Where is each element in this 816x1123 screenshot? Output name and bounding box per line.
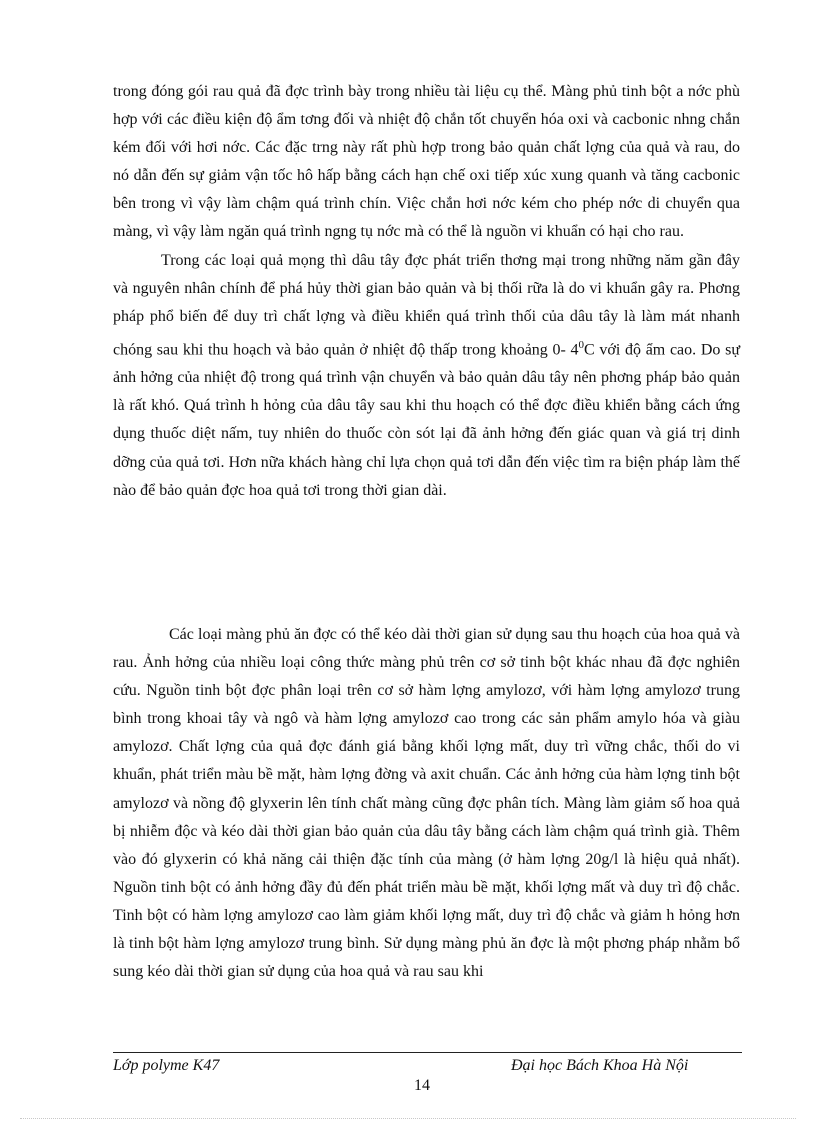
body-text-upper [113, 78, 740, 505]
body-text-lower [113, 621, 740, 986]
footer-divider [113, 1052, 742, 1053]
paragraph-membrane-properties: trong đóng gói rau quả đã đợc trình bày trong nhiều tài liệu cụ thể. Màng phủ tinh bột a nớc phù hợp với các điều kiện độ ẩm tơng đối và nhiệt độ chắn tốt chuyển hóa oxi và cacbonic nhng chắn kém đối với hơi nớc. Các đặc trng này rất phù hợp trong bảo quản chất lợng của quả và rau, do nó dẫn đến sự giảm vận tốc hô hấp bằng cách hạn chế oxi tiếp xúc xung quanh và tăng cacbonic bên trong vì vậy làm chậm quá trình chín. Việc chắn hơi nớc kém cho phép nớc di chuyển qua màng, vì vậy làm ngăn quá trình ngng tụ nớc mà có thể là nguồn vi khuẩn có hại cho rau. [113, 83, 740, 241]
paragraph-strawberry [113, 247, 740, 505]
degree-superscript: 0 [578, 338, 585, 351]
page-bottom-edge [20, 1118, 796, 1119]
page-number: 14 [414, 1077, 430, 1094]
paragraph-strawberry-part1: Trong các loại quả mọng thì dâu tây đợc phát triển thơng mại trong những năm gần đây và nguyên nhân chính để phá hủy thời gian bảo quản và bị thối rữa là do vi khuẩn gây ra. Phơng pháp phổ biến để duy trì chất lợng và điều khiển quá trình thối của dâu tây là làm mát nhanh chóng sau khi thu hoạch và bảo quản ở nhiệt độ thấp trong khoảng 0- 4 [113, 251, 740, 359]
paragraph-strawberry-part2: C với độ ẩm cao. Do sự ảnh hởng của nhiệt độ trong quá trình vận chuyển và bảo quản dâu tây nên phơng pháp bảo quản là rất khó. Quá trình h hỏng của dâu tây sau khi thu hoạch có thể đợc điều khiển bằng cách ứng dụng thuốc diệt nấm, tuy nhiên do thuốc còn sót lại đã ảnh hởng đến giác quan và giá trị dinh dỡng của quả tơi. Hơn nữa khách hàng chỉ lựa chọn quả tơi dẫn đến việc tìm ra biện pháp làm thế nào để bảo quản đợc hoa quả tơi trong thời gian dài. [113, 341, 741, 499]
paragraph-edible-coatings: Các loại màng phủ ăn đợc có thể kéo dài thời gian sử dụng sau thu hoạch của hoa quả và rau. Ảnh hởng của nhiều loại công thức màng phủ trên cơ sở tinh bột khác nhau đã đợc nghiên cứu. Nguồn tinh bột đợc phân loại trên cơ sở hàm lợng amylozơ, với hàm lợng amylozơ trung bình trong khoai tây và ngô và hàm lợng amylozơ cao trong các sản phẩm amylo hóa và giàu amylozơ. Chất lợng của quả đợc đánh giá bằng khối lợng mất, duy trì vững chắc, thối do vi khuẩn, phát triển màu bề mặt, hàm lợng đờng và axit chuẩn. Các ảnh hởng của hàm lợng tinh bột amylozơ và nồng độ glyxerin lên tính chất màng cũng đợc phân tích. Màng làm giảm số hoa quả bị nhiễm độc và kéo dài thời gian bảo quản của dâu tây bằng cách làm chậm quá trình già. Thêm vào đó glyxerin có khả năng cải thiện đặc tính của màng (ở hàm lợng 20g/l là hiệu quả nhất). Nguồn tinh bột có ảnh hởng đầy đủ đến phát triển màu bề mặt, khối lợng mất và duy trì độ chắc. Tinh bột có hàm lợng amylozơ cao làm giảm khối lợng mất, duy trì độ chắc và giảm h hỏng hơn là tinh bột hàm lợng amylozơ trung bình. Sử dụng màng phủ ăn đợc là một phơng pháp nhằm bổ sung kéo dài thời gian sử dụng của hoa quả và rau sau khi [113, 626, 740, 981]
footer-university-name: Đại học Bách Khoa Hà Nội [511, 1057, 689, 1074]
footer-class-name: Lớp polyme K47 [113, 1057, 220, 1074]
